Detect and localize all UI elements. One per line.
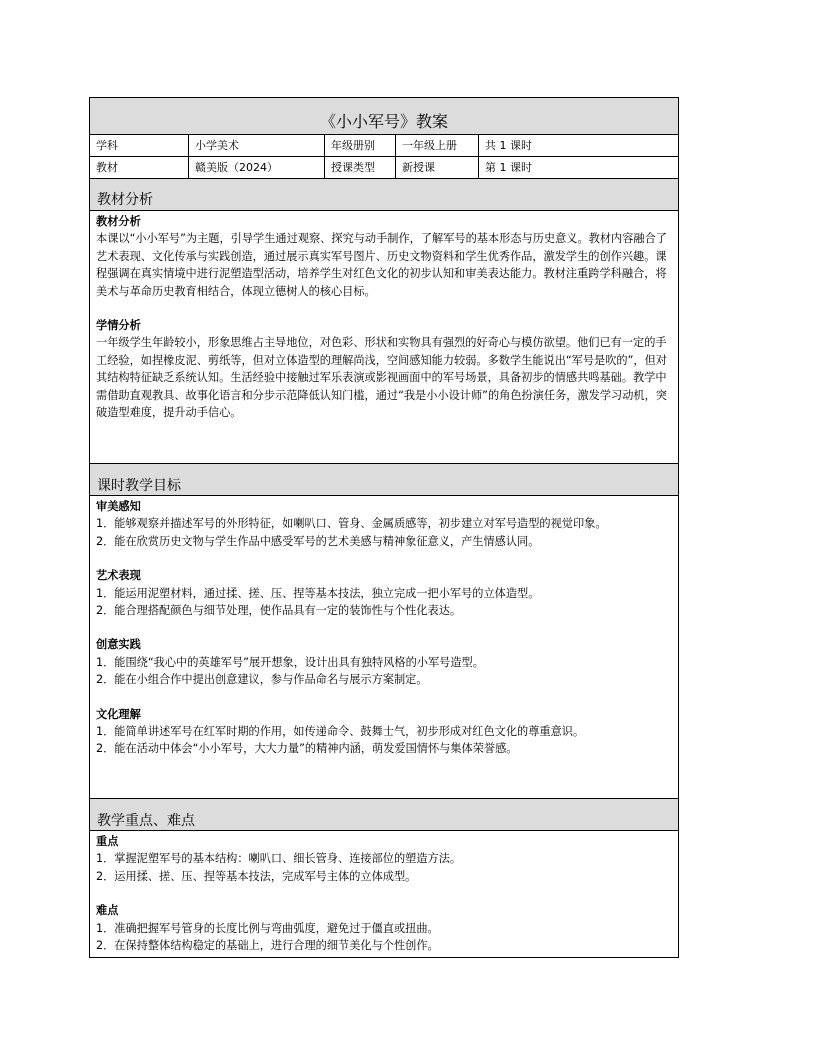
analysis-body (90, 211, 678, 464)
objective-item: 2．能在小组合作中提出创意建议，参与作品命名与展示方案制定。 (96, 673, 428, 687)
objective-item: 1．能够观察并描述军号的外形特征，如喇叭口、管身、金属质感等，初步建立对军号造型的视觉印象。 (96, 517, 607, 531)
objectives-body (90, 496, 678, 799)
objective-group-creative (96, 636, 672, 688)
objective-item: 1．能简单讲述军号在红军时期的作用，如传递命令、鼓舞士气，初步形成对红色文化的尊重意识。 (96, 725, 585, 739)
objective-item: 1．能运用泥塑材料，通过揉、搓、压、捏等基本技法，独立完成一把小军号的立体造型。 (96, 586, 540, 600)
objectives-heading: 课时教学目标 (90, 464, 678, 496)
difficulties-title: 难点 (96, 904, 119, 918)
objective-item: 2．能在欣赏历史文物与学生作品中感受军号的艺术美感与精神象征意义，产生情感认同。 (96, 534, 540, 548)
grade-value: 一年级上册 (396, 135, 479, 156)
objective-item: 1．能围绕“我心中的英雄军号”展开想象，设计出具有独特风格的小军号造型。 (96, 655, 484, 669)
key-points-group (96, 833, 672, 885)
current-period: 第 1 课时 (485, 161, 532, 174)
document-title: 《小小军号》教案 (90, 98, 678, 135)
textbook-value: 赣美版（2024） (189, 157, 325, 178)
lesson-plan-document (89, 97, 679, 958)
lesson-type-value: 新授课 (396, 157, 479, 178)
objective-item: 2．能在活动中体会“小小军号，大大力量”的精神内涵，萌发爱国情怀与集体荣誉感。 (96, 742, 518, 756)
key-points-heading: 教学重点、难点 (90, 799, 678, 831)
objective-group-title: 审美感知 (96, 500, 141, 513)
key-point-item: 2．运用揉、搓、压、捏等基本技法，完成军号主体的立体成型。 (96, 869, 417, 883)
key-points-title: 重点 (96, 835, 119, 848)
info-row-textbook (90, 157, 678, 179)
info-row-subject (90, 135, 678, 157)
key-point-item: 1．掌握泥塑军号的基本结构：喇叭口、细长管身、连接部位的塑造方法。 (96, 852, 462, 866)
objective-group-aesthetic (96, 498, 672, 550)
objective-group-title: 艺术表现 (96, 569, 141, 583)
objective-group-culture (96, 706, 672, 758)
textbook-analysis-title: 教材分析 (96, 215, 141, 228)
grade-label: 年级册别 (325, 135, 396, 156)
objective-item: 2．能合理搭配颜色与细节处理，使作品具有一定的装饰性与个性化表达。 (96, 604, 462, 618)
learner-analysis-text: 一年级学生年龄较小，形象思维占主导地位，对色彩、形状和实物具有强烈的好奇心与模仿欲望。他们已有一定的手工经验，如捏橡皮泥、剪纸等，但对立体造型的理解尚浅，空间感知能力较弱。多数学生能说出“军号是吹的”，但对其结构特征缺乏系统认知。生活经验中接触过军乐表演或影视画面中的军号场景，具备初步的情感共鸣基础。教学中需借助直观教具、故事化语言和分步示范降低认知门槛，通过“我是小小设计师”的角色扮演任务，激发学习动机，突破造型难度，提升动手信心。 (96, 336, 667, 420)
lesson-type-label: 授课类型 (325, 157, 396, 178)
subject-label: 学科 (90, 135, 189, 156)
subject-value: 小学美术 (189, 135, 325, 156)
total-periods: 共 1 课时 (485, 139, 532, 152)
difficulty-item: 1．准确把握军号管身的长度比例与弯曲弧度，避免过于僵直或扭曲。 (96, 921, 439, 935)
analysis-heading: 教材分析 (90, 179, 678, 211)
difficulties-group (96, 902, 672, 954)
key-points-body (90, 831, 678, 957)
objective-group-title: 创意实践 (96, 638, 141, 652)
learner-analysis-title: 学情分析 (96, 319, 141, 333)
textbook-analysis-text: 本课以“小小军号”为主题，引导学生通过观察、探究与动手制作，了解军号的基本形态与历史意义。教材内容融合了艺术表现、文化传承与实践创造，通过展示真实军号图片、历史文物资料和学生优秀作品，激发学生的创作兴趣。课程强调在真实情境中进行泥塑造型活动，培养学生对红色文化的初步认知和审美表达能力。教材注重跨学科融合，将美术与革命历史教育相结合，体现立德树人的核心目标。 (96, 232, 667, 298)
objective-group-expression (96, 567, 672, 619)
textbook-label: 教材 (90, 157, 189, 178)
difficulty-item: 2．在保持整体结构稳定的基础上，进行合理的细节美化与个性创作。 (96, 939, 439, 953)
objective-group-title: 文化理解 (96, 707, 141, 721)
